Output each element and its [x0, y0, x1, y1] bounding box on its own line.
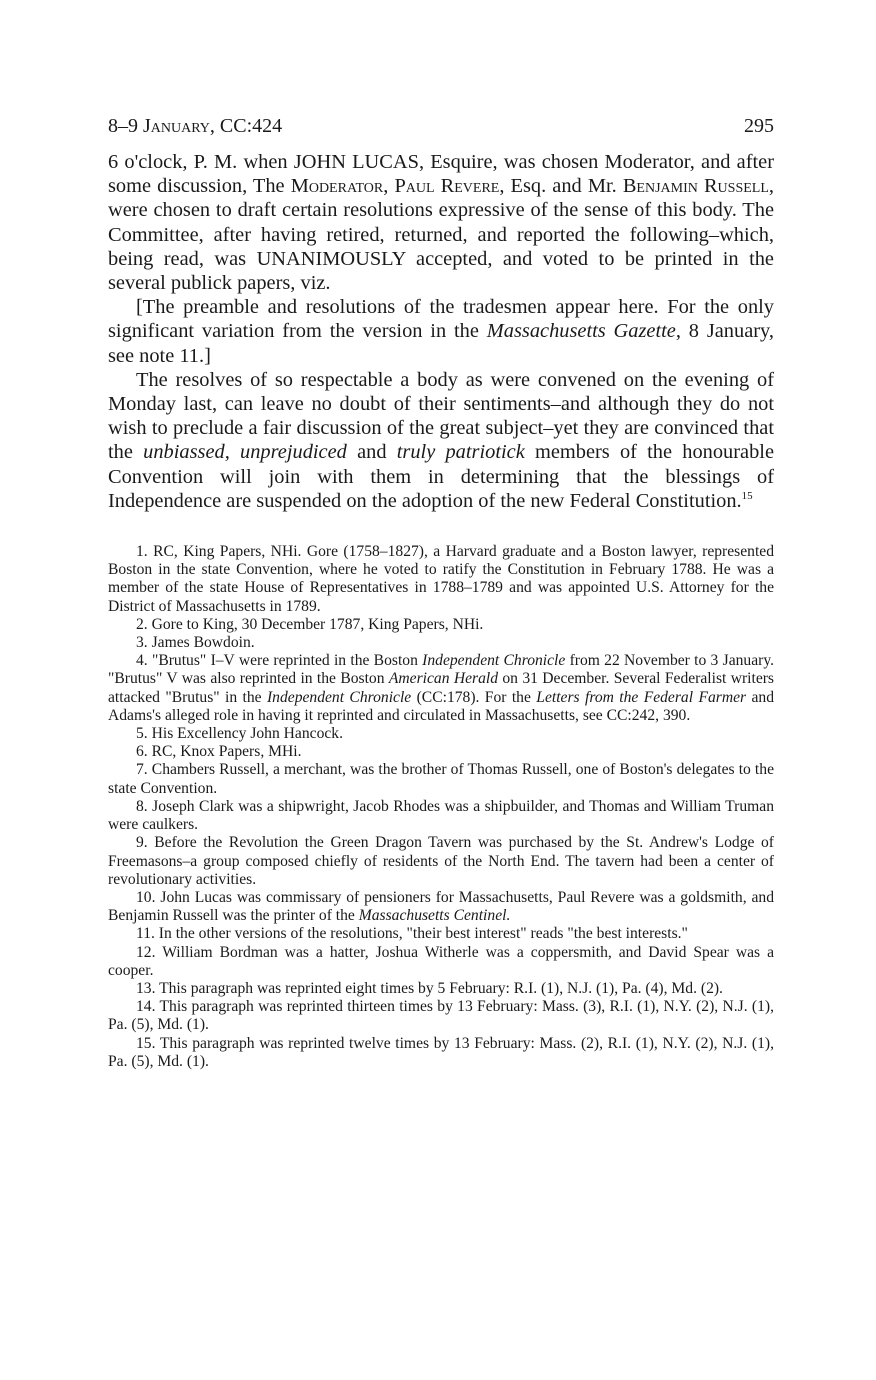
p3-text-c: members of the honourable Convention will join with them in determining that the blessings of Independence are suspended on the adoption of the new Federal Constitution.: [108, 441, 775, 512]
fn4-text-c: on 31 December. Several Federalist writers attacked "Brutus" in the: [108, 670, 774, 706]
paragraph-1: [108, 150, 774, 295]
fn4-italic-2: American Herald: [388, 670, 499, 688]
fn4-text-d: (CC:178). For the: [411, 688, 537, 706]
footnote-6: 6. RC, Knox Papers, MHi.: [136, 743, 302, 761]
footnote-13: 13. This paragraph was reprinted eight times by 5 February: R.I. (1), N.J. (1), Pa. (4), Md. (2).: [136, 979, 723, 997]
p1-text-d: , were chosen to draft certain resolutions expressive of the sense of this body. The Committee, after having retired, returned, and reported the following–which, being read, was UNANIMOUSLY accepted, and voted to be printed in the several publick papers, viz.: [108, 175, 774, 295]
footnote-2: 2. Gore to King, 30 December 1787, King Papers, NHi.: [136, 615, 484, 633]
fn10-text-a: 10. John Lucas was commissary of pensioners for Massachusetts, Paul Revere was a goldsmith, and Benjamin Russell was the printer of the: [108, 888, 774, 925]
footnote-12: 12. William Bordman was a hatter, Joshua Witherle was a coppersmith, and David Spear was a cooper.: [108, 943, 774, 979]
footnote-4: [108, 652, 774, 725]
p3-text-a: The resolves of so respectable a body as were convened on the evening of Monday last, can leave no doubt of their sentiments–and although they do not wish to preclude a fair discussion of the great subject–yet they are convinced that the: [108, 368, 774, 464]
p2-gazette-title: Massachusetts Gazette: [486, 320, 676, 343]
fn10-italic-1: Massachusetts Centinel.: [358, 907, 511, 925]
p3-italic-2: truly patriotick: [396, 441, 525, 464]
p3-text-b: and: [346, 441, 397, 464]
p1-moderator: Moderator: [290, 175, 384, 198]
running-head-left: [108, 112, 282, 140]
footnote-3: 3. James Bowdoin.: [136, 634, 255, 652]
footnote-15: 15. This paragraph was reprinted twelve times by 13 February: Mass. (2), R.I. (1), N.Y. (2), N.J. (1), Pa. (5), Md. (1).: [108, 1034, 774, 1070]
p1-text-c: , Esq. and Mr.: [499, 175, 623, 198]
footnote-14: 14. This paragraph was reprinted thirteen times by 13 February: Mass. (3), R.I. (1), N.Y. (2), N.J. (1), Pa. (5), Md. (1).: [108, 998, 774, 1034]
footnote-9: 9. Before the Revolution the Green Dragon Tavern was purchased by the St. Andrew's Lodge of Freemasons–a group composed chiefly of residents of the North End. The tavern had been a center of revolutionary activities.: [108, 834, 774, 888]
running-head-doc-number: , CC:424: [209, 115, 283, 137]
footnote-8: 8. Joseph Clark was a shipwright, Jacob Rhodes was a shipbuilder, and Thomas and William Truman were caulkers.: [108, 797, 774, 834]
main-text: [108, 150, 774, 513]
fn4-italic-1: Independent Chronicle: [422, 652, 566, 670]
fn4-italic-4: Letters from the Federal Farmer: [536, 688, 747, 706]
document-page: [108, 112, 774, 1071]
running-head-month: January: [143, 115, 210, 137]
paragraph-2: [108, 295, 774, 368]
footnote-10: [108, 889, 774, 925]
p3-italic-1: unbiassed, unprejudiced: [143, 441, 347, 464]
fn4-text-a: 4. "Brutus" I–V were reprinted in the Boston: [136, 652, 423, 670]
fn4-text-b: from 22 November to 3 January. "Brutus" V was also reprinted in the Boston: [108, 652, 775, 688]
footnote-ref-15: 15: [741, 490, 753, 503]
running-head: [108, 112, 774, 140]
page-number: 295: [744, 115, 774, 137]
paragraph-3: [108, 368, 774, 513]
footnote-7: 7. Chambers Russell, a merchant, was the brother of Thomas Russell, one of Boston's delegates to the state Convention.: [108, 761, 774, 797]
fn4-italic-3: Independent Chronicle: [266, 688, 412, 706]
footnotes: [108, 543, 774, 1071]
running-head-date: 8–9: [108, 115, 143, 137]
p1-benjamin-russell: Benjamin Russell: [622, 175, 769, 198]
p2-text-b: , 8 January, see note 11.]: [108, 320, 774, 367]
footnote-5: 5. His Excellency John Hancock.: [136, 725, 343, 743]
fn4-text-e: and Adams's alleged role in having it reprinted and circulated in Massachusetts, see CC:242, 390.: [108, 688, 774, 724]
footnote-11: 11. In the other versions of the resolutions, "their best interest" reads "the best interests.": [136, 925, 688, 943]
p1-paul-revere: Paul Revere: [394, 175, 500, 198]
p2-text-a: [The preamble and resolutions of the tradesmen appear here. For the only significant variation from the version in the: [108, 296, 774, 343]
p1-text-a: 6 o'clock, P. M. when JOHN LUCAS, Esquire, was chosen Moderator, and after some discussion, The: [108, 151, 774, 198]
p1-text-b: ,: [383, 175, 395, 198]
footnote-1: 1. RC, King Papers, NHi. Gore (1758–1827), a Harvard graduate and a Boston lawyer, represented Boston in the state Convention, where he voted to ratify the Constitution in February 1788. He was a member of the state House of Representatives in 1788–1789 and was appointed U.S. Attorney for the District of Massachusetts in 1789.: [108, 543, 774, 615]
